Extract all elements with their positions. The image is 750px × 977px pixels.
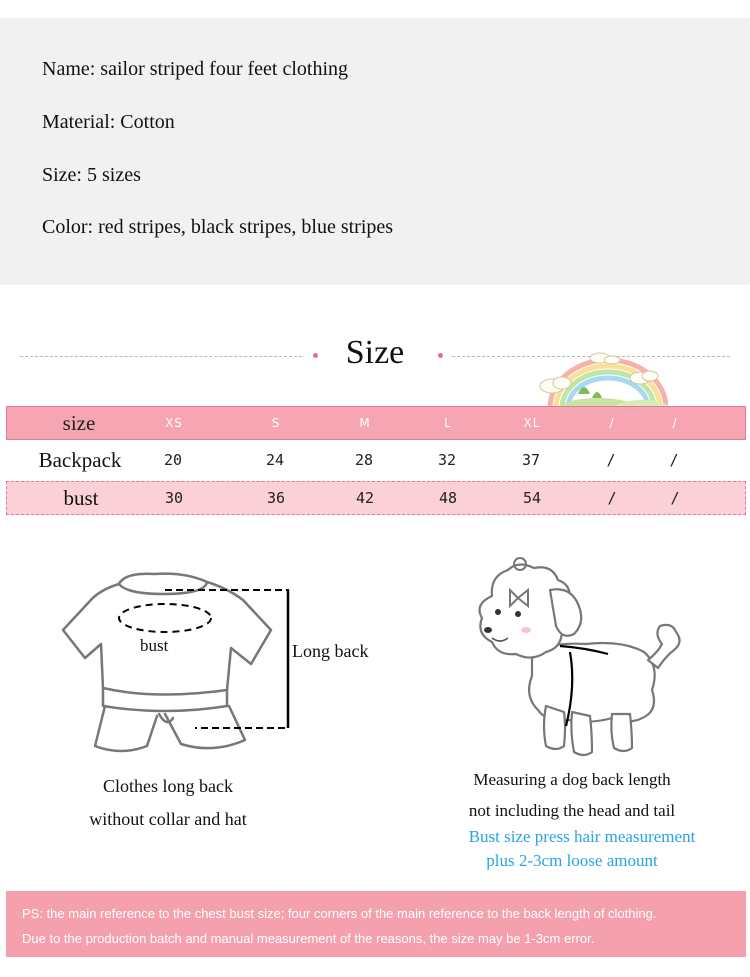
info-material: Material: Cotton	[42, 111, 175, 133]
size-table-row-backpack	[6, 442, 746, 478]
size-table-header-row	[6, 406, 746, 440]
long-back-label: Long back	[292, 641, 369, 661]
bust-xs: 30	[164, 489, 184, 507]
size-col-xl: XL	[523, 416, 541, 430]
dot-right	[438, 353, 443, 358]
row-label-backpack: Backpack	[38, 447, 122, 472]
backpack-m: 28	[354, 451, 374, 469]
bust-extra-1: /	[607, 489, 617, 507]
size-col-s: S	[271, 416, 281, 430]
info-size: Size: 5 sizes	[42, 164, 141, 186]
footer-line-2: Due to the production batch and manual measurement of the reasons, the size may be 1-3cm error.	[22, 931, 595, 946]
rainbow-decoration-icon	[530, 352, 680, 410]
size-col-extra-2: /	[672, 416, 678, 430]
bust-s: 36	[266, 489, 286, 507]
backpack-s: 24	[265, 451, 285, 469]
footer-line-1: PS: the main reference to the chest bust size; four corners of the main reference to the back length of clothing.	[22, 906, 657, 921]
bust-label: bust	[140, 636, 169, 655]
size-col-m: M	[359, 416, 371, 430]
backpack-xl: 37	[521, 451, 541, 469]
bust-l: 48	[438, 489, 458, 507]
dog-clothes-diagram-icon	[55, 568, 305, 768]
footer-note	[6, 891, 746, 957]
bust-xl: 54	[522, 489, 542, 507]
clothes-caption-2: without collar and hat	[89, 809, 247, 829]
size-col-extra-1: /	[609, 416, 615, 430]
dog-note-2: plus 2-3cm loose amount	[486, 851, 658, 870]
backpack-extra-2: /	[669, 451, 679, 469]
dog-caption-2: not including the head and tail	[468, 801, 676, 820]
clothes-caption-1: Clothes long back	[103, 776, 233, 796]
bust-m: 42	[355, 489, 375, 507]
info-color: Color: red stripes, black stripes, blue stripes	[42, 216, 394, 238]
backpack-xs: 20	[163, 451, 183, 469]
size-table-row-bust	[6, 481, 746, 515]
dog-note-1: Bust size press hair measurement	[468, 827, 696, 846]
size-col-l: L	[444, 416, 452, 430]
poodle-dog-icon	[462, 556, 688, 762]
row-label-bust: bust	[63, 485, 99, 510]
backpack-extra-1: /	[606, 451, 616, 469]
backpack-l: 32	[437, 451, 457, 469]
dog-caption-1: Measuring a dog back length	[473, 770, 671, 789]
bust-extra-2: /	[670, 489, 680, 507]
size-title: Size	[345, 334, 405, 371]
product-info-box	[0, 18, 750, 285]
size-col-xs: XS	[165, 416, 183, 430]
info-name: Name: sailor striped four feet clothing	[42, 58, 349, 80]
size-header-label: size	[62, 410, 96, 435]
